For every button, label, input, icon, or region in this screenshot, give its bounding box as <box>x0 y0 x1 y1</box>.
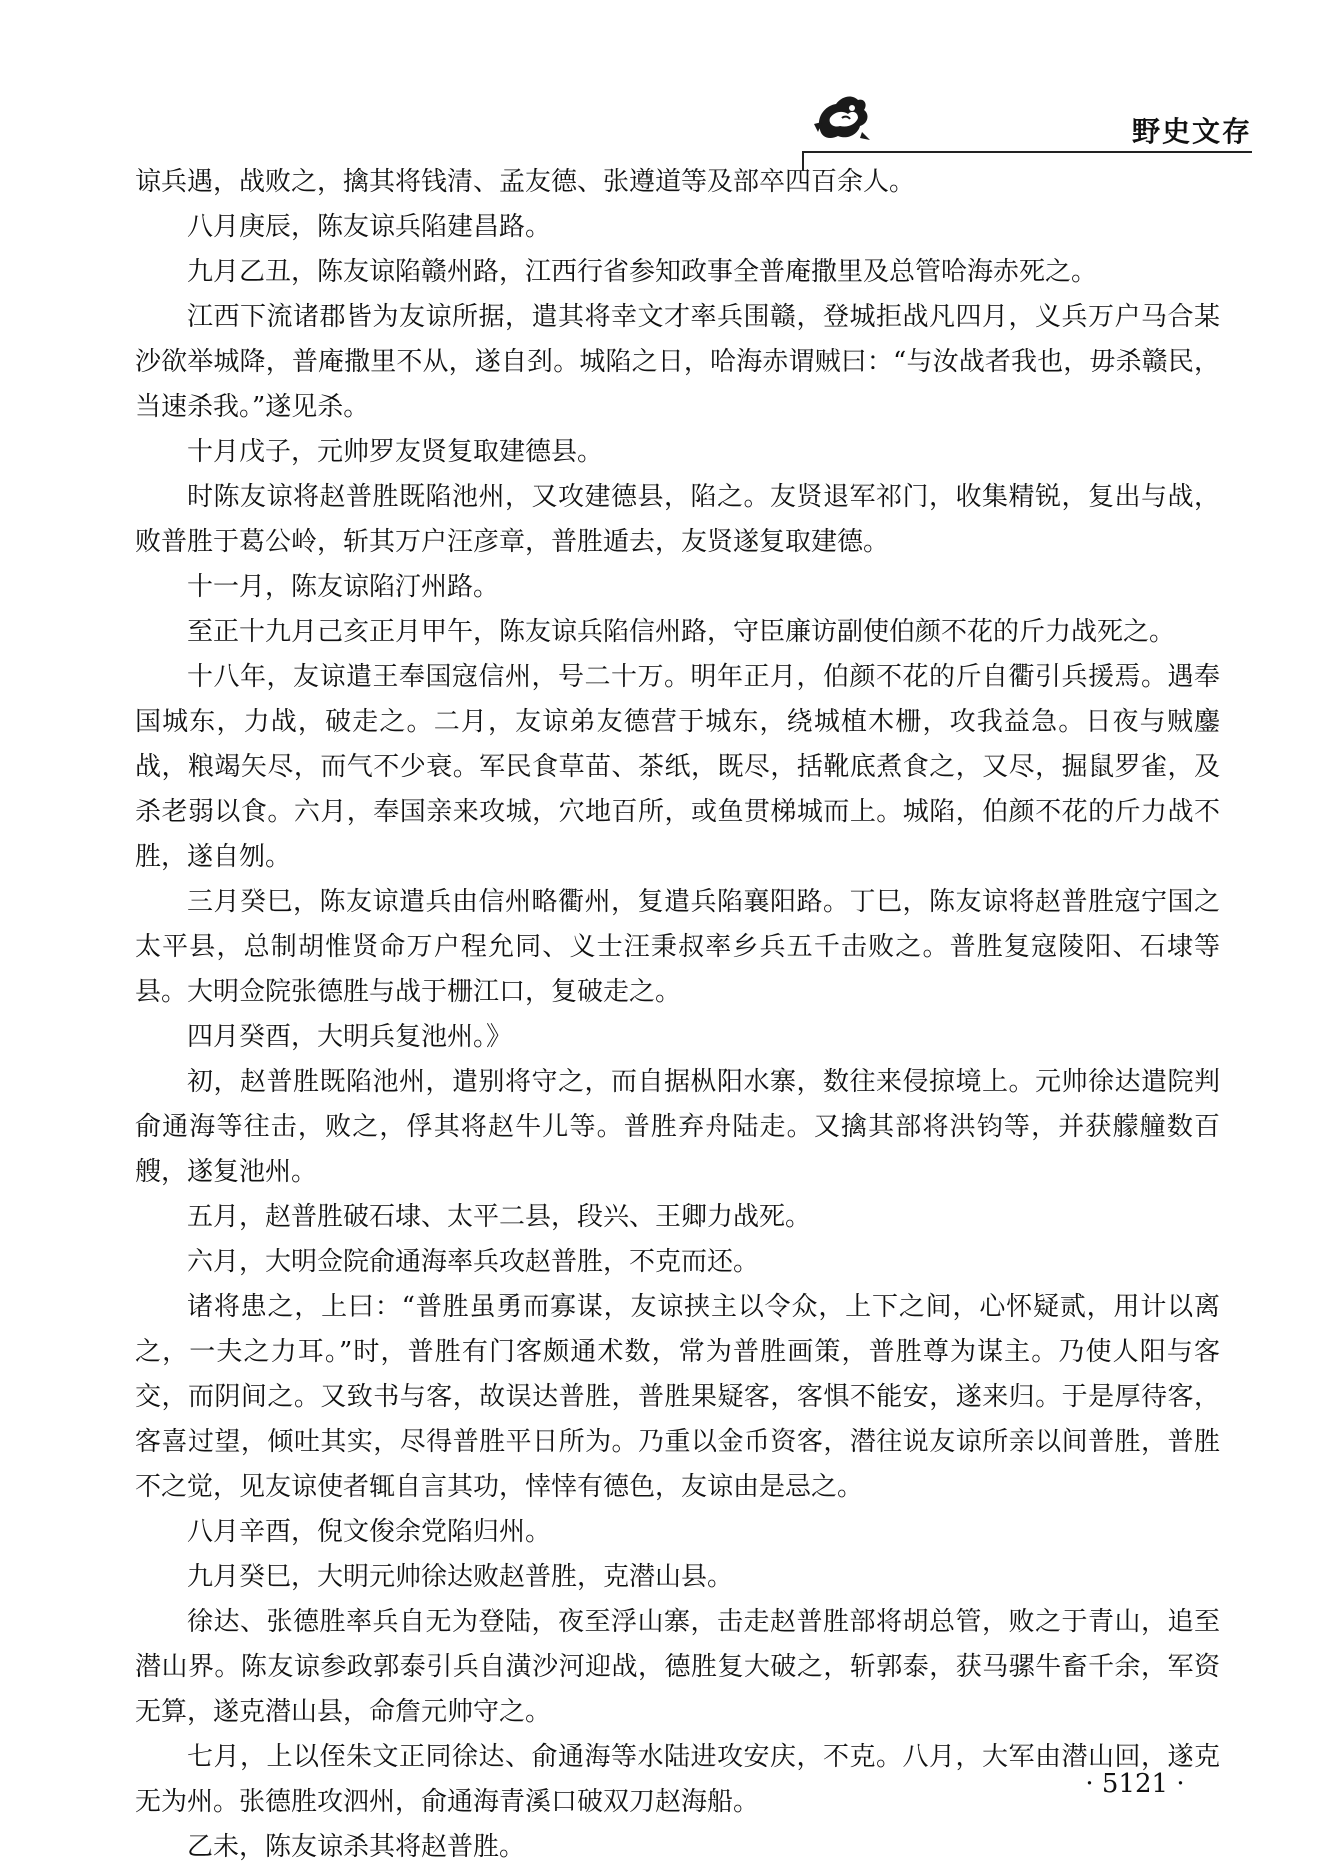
header-rule <box>802 151 1252 153</box>
paragraph: 诸将患之，上曰：“普胜虽勇而寡谋，友谅挟主以令众，上下之间，心怀疑贰，用计以离之，一夫之力耳。”时，普胜有门客颇通术数，常为普胜画策，普胜尊为谋主。乃使人阳与客交，而阴间之。又致书与客，故误达普胜，普胜果疑客，客惧不能安，遂来归。于是厚待客，客喜过望，倾吐其实，尽得普胜平日所为。乃重以金币资客，潜往说友谅所亲以间普胜，普胜不之觉，见友谅使者辄自言其功，悻悻有德色，友谅由是忌之。 <box>135 1292 1220 1502</box>
paragraph: 九月乙丑，陈友谅陷赣州路，江西行省参知政事全普庵撒里及总管哈海赤死之。 <box>187 257 1098 287</box>
paragraph: 十八年，友谅遣王奉国寇信州，号二十万。明年正月，伯颜不花的斤自衢引兵援焉。遇奉国城东，力战，破走之。二月，友谅弟友德营于城东，绕城植木栅，攻我益急。日夜与贼鏖战，粮竭矢尽，而气不少衰。军民食草苗、茶纸，既尽，括靴底煮食之，又尽，掘鼠罗雀，及杀老弱以食。六月，奉国亲来攻城，穴地百所，或鱼贯梯城而上。城陷，伯颜不花的斤力战不胜，遂自刎。 <box>135 662 1220 872</box>
paragraph: 八月庚辰，陈友谅兵陷建昌路。 <box>187 212 552 242</box>
paragraph: 十一月，陈友谅陷汀州路。 <box>187 572 500 602</box>
page-body <box>135 160 1220 1870</box>
paragraph: 九月癸巳，大明元帅徐达败赵普胜，克潜山县。 <box>187 1562 734 1592</box>
dragon-emblem-icon <box>812 88 872 148</box>
paragraph: 谅兵遇，战败之，擒其将钱清、孟友德、张遵道等及部卒四百余人。 <box>135 167 916 197</box>
paragraph: 四月癸酉，大明兵复池州。》 <box>187 1022 513 1052</box>
paragraph: 五月，赵普胜破石埭、太平二县，段兴、王卿力战死。 <box>187 1202 812 1232</box>
paragraph: 至正十九月己亥正月甲午，陈友谅兵陷信州路，守臣廉访副使伯颜不花的斤力战死之。 <box>187 617 1176 647</box>
paragraph: 三月癸巳，陈友谅遣兵由信州略衢州，复遣兵陷襄阳路。丁巳，陈友谅将赵普胜寇宁国之太平县，总制胡惟贤命万户程允同、义士汪秉叔率乡兵五千击败之。普胜复寇陵阳、石埭等县。大明佥院张德胜与战于栅江口，复破走之。 <box>135 887 1220 1007</box>
book-series-title: 野史文存 <box>1131 115 1252 148</box>
paragraph: 六月，大明佥院俞通海率兵攻赵普胜，不克而还。 <box>187 1247 760 1277</box>
paragraph: 徐达、张德胜率兵自无为登陆，夜至浮山寨，击走赵普胜部将胡总管，败之于青山，追至潜山界。陈友谅参政郭泰引兵自潢沙河迎战，德胜复大破之，斩郭泰，获马骡牛畜千余，军资无算，遂克潜山县，命詹元帅守之。 <box>135 1607 1220 1727</box>
paragraph: 八月辛酉，倪文俊余党陷归州。 <box>187 1517 552 1547</box>
paragraph: 乙未，陈友谅杀其将赵普胜。 <box>187 1832 526 1862</box>
paragraph: 十月戊子，元帅罗友贤复取建德县。 <box>187 437 604 467</box>
page-header <box>0 0 1322 160</box>
paragraph: 江西下流诸郡皆为友谅所据，遣其将幸文才率兵围赣，登城拒战凡四月，义兵万户马合某沙欲举城降，普庵撒里不从，遂自刭。城陷之日，哈海赤谓贼曰：“与汝战者我也，毋杀赣民，当速杀我。”遂见杀。 <box>135 302 1220 422</box>
paragraph: 时陈友谅将赵普胜既陷池州，又攻建德县，陷之。友贤退军祁门，收集精锐，复出与战，败普胜于葛公岭，斩其万户汪彦章，普胜遁去，友贤遂复取建德。 <box>135 482 1220 557</box>
paragraph: 七月，上以侄朱文正同徐达、俞通海等水陆进攻安庆，不克。八月，大军由潜山回，遂克无为州。张德胜攻泗州，俞通海青溪口破双刀赵海船。 <box>135 1742 1220 1817</box>
page-number: · 5121 · <box>1085 1769 1185 1799</box>
paragraph: 初，赵普胜既陷池州，遣别将守之，而自据枞阳水寨，数往来侵掠境上。元帅徐达遣院判俞通海等往击，败之，俘其将赵牛儿等。普胜弃舟陆走。又擒其部将洪钧等，并获艨艟数百艘，遂复池州。 <box>135 1067 1220 1187</box>
